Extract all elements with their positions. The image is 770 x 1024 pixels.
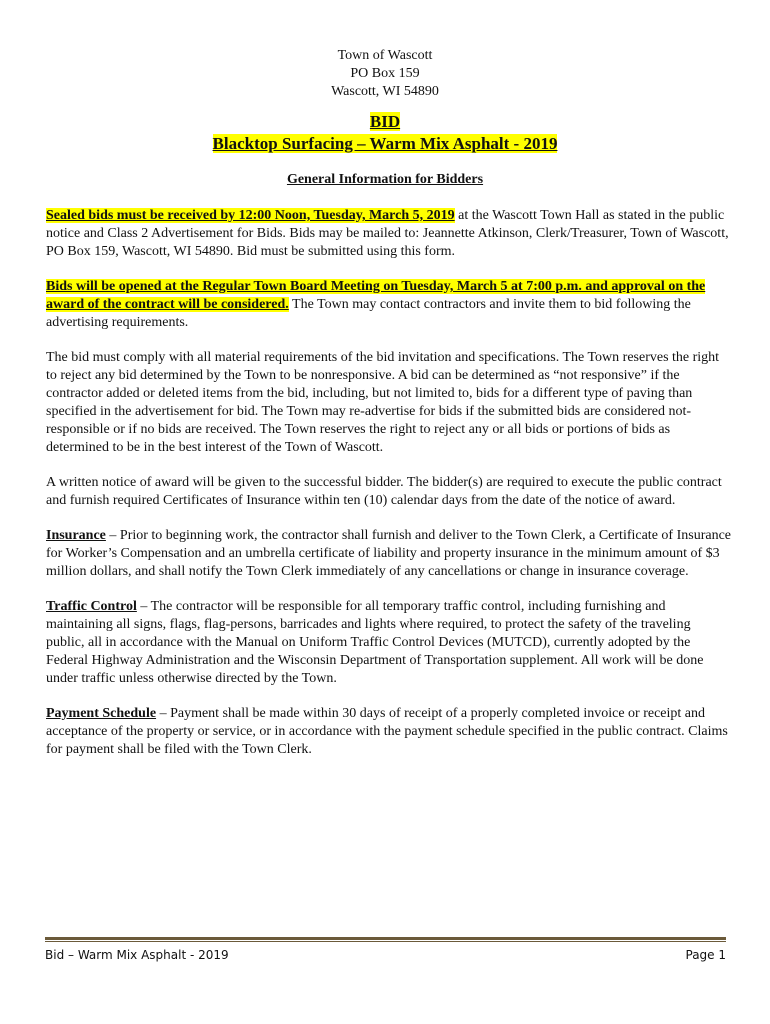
insurance-label: Insurance <box>46 528 106 543</box>
paragraph-text: – Prior to beginning work, the contractor shall furnish and deliver to the Town Clerk, a Certificate of Insurance for Worker’s Compensation and an umbrella certificate of liability and property insurance in the minimum amount of $3 million dollars, and shall notify the Town Clerk immediately of any cancellations or change in insurance coverage. <box>46 528 731 579</box>
payment-schedule-label: Payment Schedule <box>46 706 157 721</box>
paragraph-traffic-control <box>46 598 731 688</box>
paragraph-insurance <box>46 527 731 581</box>
address-block <box>0 47 770 101</box>
paragraph-notice-of-award: A written notice of award will be given to the successful bidder. The bidder(s) are required to execute the public contract and furnish required Certificates of Insurance within ten (10) calendar days from the date of the notice of award. <box>46 475 722 508</box>
page-footer <box>45 948 726 962</box>
section-heading: General Information for Bidders <box>286 172 484 187</box>
document-body <box>46 207 731 776</box>
page-number: Page 1 <box>685 948 726 962</box>
footer-rule-thin <box>45 941 726 942</box>
title-line-2: Blacktop Surfacing – Warm Mix Asphalt - 2019 <box>212 134 558 153</box>
footer-rule <box>45 937 726 940</box>
paragraph-text: – Payment shall be made within 30 days of receipt of a properly completed invoice or receipt and acceptance of the property or service, or in accordance with the payment schedule specified in the public contract. Claims for payment shall be filed with the Town Clerk. <box>46 706 728 757</box>
highlighted-deadline: Sealed bids must be received by 12:00 Noon, Tuesday, March 5, 2019 <box>46 208 455 223</box>
paragraph-bid-opening <box>46 278 731 332</box>
paragraph-bid-deadline <box>46 207 731 261</box>
address-line-3: Wascott, WI 54890 <box>331 84 439 99</box>
footer-document-title: Bid – Warm Mix Asphalt - 2019 <box>45 948 229 962</box>
document-title <box>0 111 770 155</box>
address-line-1: Town of Wascott <box>337 48 433 63</box>
paragraph-payment-schedule <box>46 705 731 759</box>
paragraph-requirements: The bid must comply with all material requirements of the bid invitation and specifications. The Town reserves the right to reject any bid determined by the Town to be nonresponsive. A bid can be determined as “not responsive” if the contractor added or deleted items from the bid, including, but not limited to, bids for a different type of paving than specified in the advertisement for bid. The Town may re-advertise for bids if the submitted bids are considered not-responsible or if no bids are received. The Town reserves the right to reject any or all bids or portions of bids as determined to be in the best interest of the Town of Wascott. <box>46 350 720 455</box>
highlighted-opening: Bids will be opened at the Regular Town Board Meeting on Tuesday, March 5 at 7:00 p.m. and approval on the award of the contract will be considered. <box>46 279 706 312</box>
address-line-2: PO Box 159 <box>350 66 420 81</box>
paragraph-text: The Town may contact contractors and invite them to bid following the advertising requirements. <box>46 297 691 330</box>
traffic-control-label: Traffic Control <box>46 599 137 614</box>
title-line-1: BID <box>369 112 401 131</box>
paragraph-text: – The contractor will be responsible for all temporary traffic control, including furnishing and maintaining all signs, flags, flag-persons, barricades and lights where required, to protect the safety of the traveling public, all in accordance with the Manual on Uniform Traffic Control Devices (MUTCD), currently adopted by the Federal Highway Administration and the Wisconsin Department of Transportation supplement. All work will be done under traffic unless otherwise directed by the Town. <box>46 599 704 686</box>
paragraph-text: at the Wascott Town Hall as stated in the public notice and Class 2 Advertisement for Bids. Bids may be mailed to: Jeannette Atkinson, Clerk/Treasurer, Town of Wascott, PO Box 159, Wascott, WI 54890. Bid must be submitted using this form. <box>46 208 729 259</box>
